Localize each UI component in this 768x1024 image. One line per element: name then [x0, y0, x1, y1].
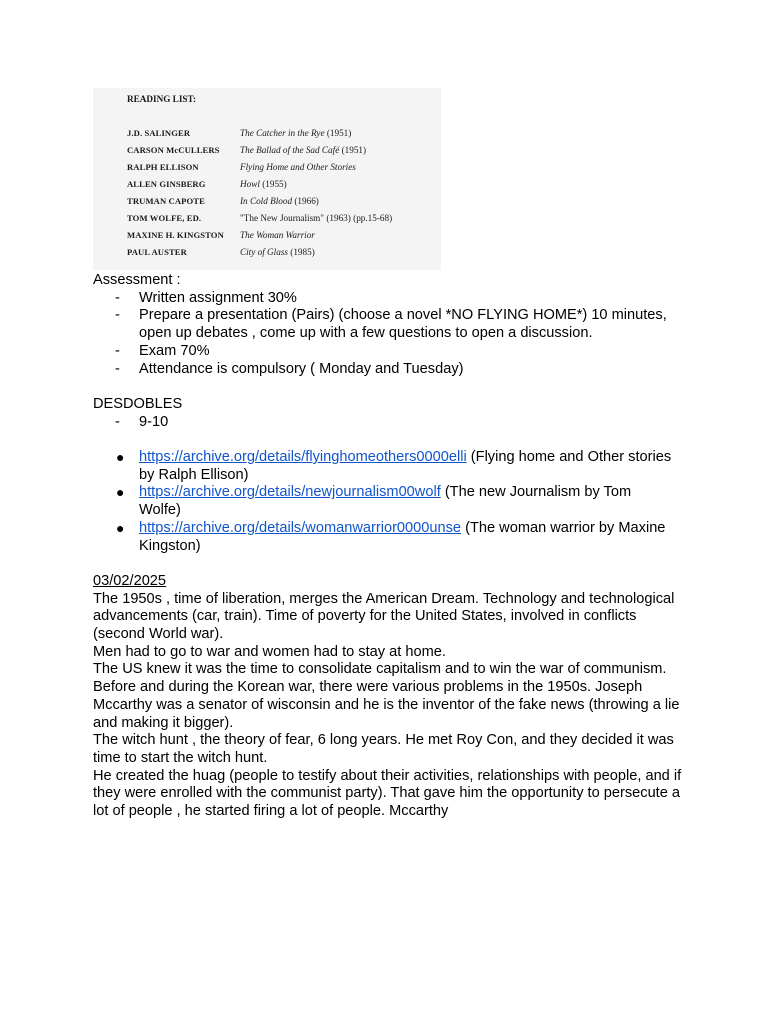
reading-list-row: [127, 213, 437, 225]
notes-line: He created the huag (people to testify about their activities, relationships with people, and if: [93, 767, 682, 784]
dash-marker: -: [115, 342, 120, 359]
bullet-marker: ●: [116, 449, 125, 465]
notes-line: Mccarthy was a senator of wisconsin and he is the inventor of the fake news (throwing a lie: [93, 696, 680, 713]
reading-work: City of Glass (1985): [240, 247, 315, 257]
reading-work: "The New Journalism" (1963) (pp.15-68): [240, 213, 393, 223]
reading-list-row: [127, 247, 437, 259]
list-item: - Written assignment 30%: [115, 289, 297, 306]
archive-link-woman-warrior[interactable]: https://archive.org/details/womanwarrior0000unse: [139, 519, 462, 536]
notes-line: The US knew it was the time to consolidate capitalism and to win the war of communism.: [93, 661, 667, 678]
spacer: [93, 555, 673, 573]
reading-author: J.D. SALINGER: [127, 128, 191, 138]
spacer: [93, 431, 673, 449]
reading-work: The Woman Warrior: [240, 230, 315, 240]
reading-author: CARSON McCULLERS: [127, 145, 220, 155]
notes-line: The 1950s , time of liberation, merges the American Dream. Technology and technological: [93, 590, 675, 607]
notes-line: The witch hunt , the theory of fear, 6 long years. He met Roy Con, and they decided it was: [93, 732, 674, 749]
reading-author: TOM WOLFE, ED.: [127, 213, 202, 223]
reading-work: Flying Home and Other Stories: [240, 162, 356, 172]
document-page: [93, 88, 682, 821]
archive-link-new-journalism[interactable]: https://archive.org/details/newjournalism00wolf: [139, 484, 441, 501]
reading-list-title: READING LIST:: [127, 94, 197, 104]
reading-work: In Cold Blood (1966): [240, 196, 319, 206]
reading-work: The Catcher in the Rye (1951): [240, 128, 352, 138]
list-item: - Exam 70%: [115, 342, 210, 359]
notes-line: (second World war).: [93, 626, 224, 643]
reading-work: Howl (1955): [240, 179, 287, 189]
reading-author: RALPH ELLISON: [127, 162, 199, 172]
reading-list-row: [127, 179, 437, 191]
spacer: [93, 378, 673, 396]
notes-line: Men had to go to war and women had to stay at home.: [93, 643, 446, 660]
list-item: - 9-10: [115, 413, 169, 430]
bullet-marker: ●: [116, 484, 125, 501]
bullet-marker: ●: [116, 519, 125, 536]
reading-author: ALLEN GINSBERG: [127, 179, 206, 189]
dash-marker: -: [115, 360, 120, 377]
notes-line: they were enrolled with the communist party). That gave him the opportunity to persecute a: [93, 785, 681, 802]
notes-line: lot of people , he started firing a lot of people. Mccarthy: [93, 803, 449, 820]
list-item: ● https://archive.org/details/womanwarrior0000unse (The woman warrior by Maxine Kingston): [116, 519, 666, 554]
notes-line: time to start the witch hunt.: [93, 749, 268, 766]
reading-list-row: [127, 162, 437, 174]
reading-author: PAUL AUSTER: [127, 247, 187, 257]
reading-list-row: [127, 196, 437, 208]
list-item: ● https://archive.org/details/newjournalism00wolf (The new Journalism by Tom Wolfe): [116, 484, 632, 519]
list-item: - Attendance is compulsory ( Monday and Tuesday): [115, 360, 464, 377]
desdobles-heading: DESDOBLES: [93, 395, 183, 412]
archive-link-flying-home[interactable]: https://archive.org/details/flyinghomeothers0000elli: [139, 449, 467, 465]
reading-work: The Ballad of the Sad Café (1951): [240, 145, 367, 155]
reading-list-image: [93, 88, 441, 270]
reading-author: MAXINE H. KINGSTON: [127, 230, 224, 240]
assessment-heading: Assessment :: [93, 272, 181, 288]
dash-marker: -: [115, 289, 120, 306]
reading-list-row: [127, 230, 437, 242]
assessment-list: [93, 290, 673, 379]
notes-line: and making it bigger).: [93, 714, 234, 731]
links-list: [93, 449, 673, 555]
notes-body: [93, 590, 682, 821]
reading-list-row: [127, 145, 437, 157]
reading-author: TRUMAN CAPOTE: [127, 196, 205, 206]
list-item: - Prepare a presentation (Pairs) (choose a novel *NO FLYING HOME*) 10 minutes, open up debates , come up with a few questions to open a discussion.: [115, 307, 667, 342]
notes-line: Before and during the Korean war, there were various problems in the 1950s. Joseph: [93, 679, 643, 696]
notes-date: 03/02/2025: [93, 572, 167, 589]
reading-list-row: [127, 128, 437, 140]
dash-marker: -: [115, 413, 120, 430]
dash-marker: -: [115, 307, 120, 324]
list-item: ● https://archive.org/details/flyinghomeothers0000elli (Flying home and Other stories by Ralph Ellison): [116, 449, 672, 483]
notes-line: advancements (car, train). Time of poverty for the United States, involved in conflicts: [93, 608, 637, 625]
